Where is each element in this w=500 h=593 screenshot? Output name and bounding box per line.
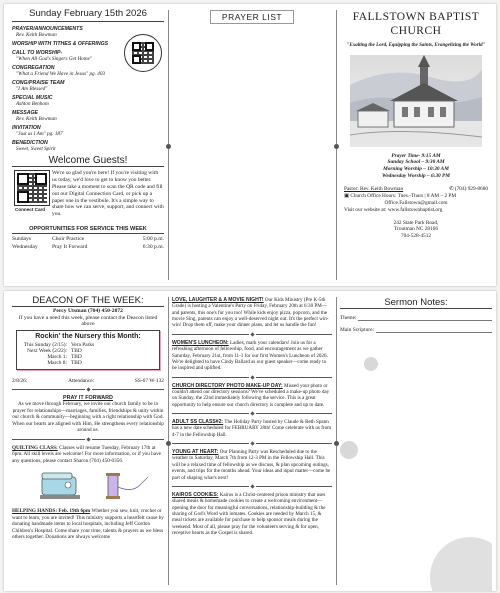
service-item: INVITATION "Just as I Am" pg. 187 [12,125,63,137]
welcome-heading: Welcome Guests! [12,155,164,167]
church-email[interactable]: Office.Fallstown@gmail.com [384,199,448,206]
fold-marker [334,144,339,149]
nursery-row: This Sunday (2/15): Vera Parks [23,342,95,348]
sermon-notes-heading: Sermon Notes: [340,297,492,309]
service-item: WORSHIP WITH TITHES & OFFERINGS [12,41,109,47]
order-of-service-panel [12,4,164,286]
opportunity-row: Sundays Choir Practice 5:00 p.m. [12,236,164,243]
decorative-circle [430,537,492,591]
nursery-schedule-box [16,330,160,370]
service-item: PRAYER/ANNOUNCEMENTS Rev. Keith Bowman [12,26,83,38]
church-address: 242 State Park Road, Troutman NC 28166 704-528-4512 [393,219,439,240]
cover-panel [340,4,492,286]
connect-card-label: Connect Card [15,207,46,212]
pastor-name: Pastor: Rev. Keith Bowman [344,186,404,193]
announcements-panel [172,291,332,591]
fold-marker [166,144,171,149]
service-item: BENEDICTION Sweet, Sweet Spirit [12,140,56,152]
announcement-item: LOVE, LAUGHTER & A MOVIE NIGHT! Our Kids Ministry (Pre K-5th Grade) is hosting a Valentine's Party on Friday, February 20th at 6:30 PM—and parents, this one's for you too! While kids enjoy pizza, popcorn, and the movie Sing, parents can enjoy a well-deserved night out. It's the perfect win-win! Drop them off, make your dinner plans, and let us handle the fun! [172,297,329,329]
pray-it-forward-text: As we move through February, we invite our church family to be in prayer for relationships—marriages, families, friendships & unity within our church & community—beginning with a right relationship with God. When our hearts are aligned with Him, He strengthens every relationship around us. [12,401,164,433]
attendance-row: 2/8/26: Attendance: SS-67 W-132 [12,378,164,384]
nursery-row: Next Week (2/22): TBD [27,348,82,354]
service-item: CONGREGATION "What a Friend We Have in Jesus" pg. 403 [12,65,106,77]
scripture-line[interactable]: Main Scripture: [340,327,492,333]
giving-qr-code[interactable] [124,34,162,72]
prayer-list-title: PRAYER LIST [210,10,294,24]
contact-info [344,186,488,214]
deacon-panel [12,291,164,591]
welcome-text: We're so glad you're here! If you're visiting with us today, we'd love to get to know you better. Please take a moment to scan the QR code and fill out our Digital Connection Card, or pick up a paper one in the vestibule. It's a simple way to share how we can serve, support, and connect with you. [52,170,164,218]
divider [172,485,332,488]
announcement-item: WOMEN'S LUNCHEON: Ladies, mark your calendars! Join us for a refreshing afternoon of fellowship, food, and encouragement as we gather Saturday, February 21st, from 11-1 for our first Women's Luncheon of 2026. We're delighted to have Cindy Ballard as our guest speaker—come ready to be inspired and uplifted. [172,339,328,372]
bulletin-inside-sheet [4,291,496,591]
service-item: CONG/PRAISE TEAM "I Am Blessed" [12,80,65,92]
pray-it-forward-heading: PRAY IT FORWARD [63,395,113,401]
decorative-circle [364,357,378,371]
theme-line[interactable]: Theme: [340,315,492,321]
divider [172,376,332,379]
deacon-name: Percy Utsman (704) 450-2072 [53,308,123,314]
quilting-heading: QUILTING CLASS: [12,444,58,451]
opportunities-heading: OPPORTUNITIES FOR SERVICE THIS WEEK [12,226,164,234]
calendar-icon: ▣ [344,192,350,199]
sewing-machine-icon [12,469,162,503]
sermon-notes-panel [340,291,492,591]
church-website[interactable]: Visit our website at: www.fallstownbaptist.org [344,206,443,213]
church-motto: "Exalting the Lord, Equipping the Saints, Evangelizing the World" [346,42,486,48]
deacon-instructions: If you have a need this week, please contact the Deacon listed above [18,315,158,327]
nursery-heading: Rockin' the Nursery this Month: [35,333,141,340]
connect-card-qr-code[interactable] [14,170,50,206]
service-item: CALL TO WORSHIP- "When All God's Singers Get Home" [12,50,93,62]
divider [12,438,164,441]
divider [172,412,332,415]
announcement-item: YOUNG AT HEART: Our Planning Party was Rescheduled due to the weather to Saturday, March 7th from 12-3 PM in the Fellowship Hall. This will be a relaxed time of fellowship as we discuss, & plan upcoming outings, events, and trips for the months ahead. Your ideas and input matter—come be part of shaping what's next! [172,449,331,481]
announcement-item: ADULT SS CLASS#2: The Holiday Party hosted by Claude & Beth Spann has a new date scheduled for FEBRUARY 28th! Come celebrate with us from 4-7 in the Fellowship Hall. [172,419,332,438]
church-sketch-icon [350,55,482,147]
church-phone[interactable]: (704) 929-8680 [454,186,488,193]
nursery-row: March 8: TBD [47,360,82,366]
opportunity-row: Wednesday Pray It Forward 6:30 p.m. [12,244,164,251]
helping-hands-text: Whether you sew, knit, crochet or want to learn, you are invited! This ministry supports a heartfelt cause by donating handmade items to local hospitals, including Jeff Gordon Children's Hospital. Come share your time, talents & prayers as we bless others together. Donations are always welcome [12,508,164,540]
quilting-text: Classes will resume Tuesday, February 17th at 6pm. All skill levels are welcome! For more information, or if you have any questions, please contact Sharon (704) 450-0356. [12,444,161,464]
service-date: Sunday February 15th 2026 [12,4,164,22]
fold-marker [334,441,339,446]
announcement-item: KAIROS COOKIES: Kairos is a Christ-centered prison ministry that uses shared meals & homemade cookies to create a welcoming environment—opening the door for meaningful conversations, relationship-building & the sharing of God's Word with inmates. Cookies are needed by March 15, & meal tickets are available for purchase to help sponsor meals during the weekend. Most of all, please pray for the volunteers serving & for open, receptive hearts as the Gospel is shared. [172,491,326,537]
fold-marker [166,441,171,446]
service-item: MESSAGE Rev. Keith Bowman [12,110,57,122]
deacon-heading: DEACON OF THE WEEK: [12,295,164,307]
service-item: SPECIAL MUSIC Ashton Benhom [12,95,53,107]
helping-hands-heading: HELPING HANDS: Feb. 19th 6pm [12,508,91,514]
divider [172,442,332,445]
sewing-illustration [12,469,164,503]
bulletin-outside-sheet [4,4,496,286]
church-building-illustration [350,55,482,147]
divider [172,333,332,336]
nursery-row: March 1: TBD [47,354,82,360]
divider [12,388,164,391]
church-name: FALLSTOWN BAPTIST CHURCH [352,11,480,37]
service-times: Prayer Time- 9:15 AM Sunday School – 9:30 AM Morning Worship – 10:30 AM Wednesday Worship – 6:30 PM [382,152,450,180]
decorative-circle [340,441,358,459]
office-hours: Church Office Hours: Tues.-Thurs | 8 AM – 2 PM [350,192,457,199]
prayer-list-panel [172,4,332,286]
phone-icon: ✆ [449,186,454,193]
announcement-item: CHURCH DIRECTORY PHOTO MAKE-UP DAY: Missed your photo or couldn't attend our directory sessions? We've scheduled a make-up photo day on Sunday, the 22nd immediately following the service. This is a great opportunity to help ensure our church directory is complete and up to date. [172,382,330,408]
order-of-service-list [12,26,117,152]
